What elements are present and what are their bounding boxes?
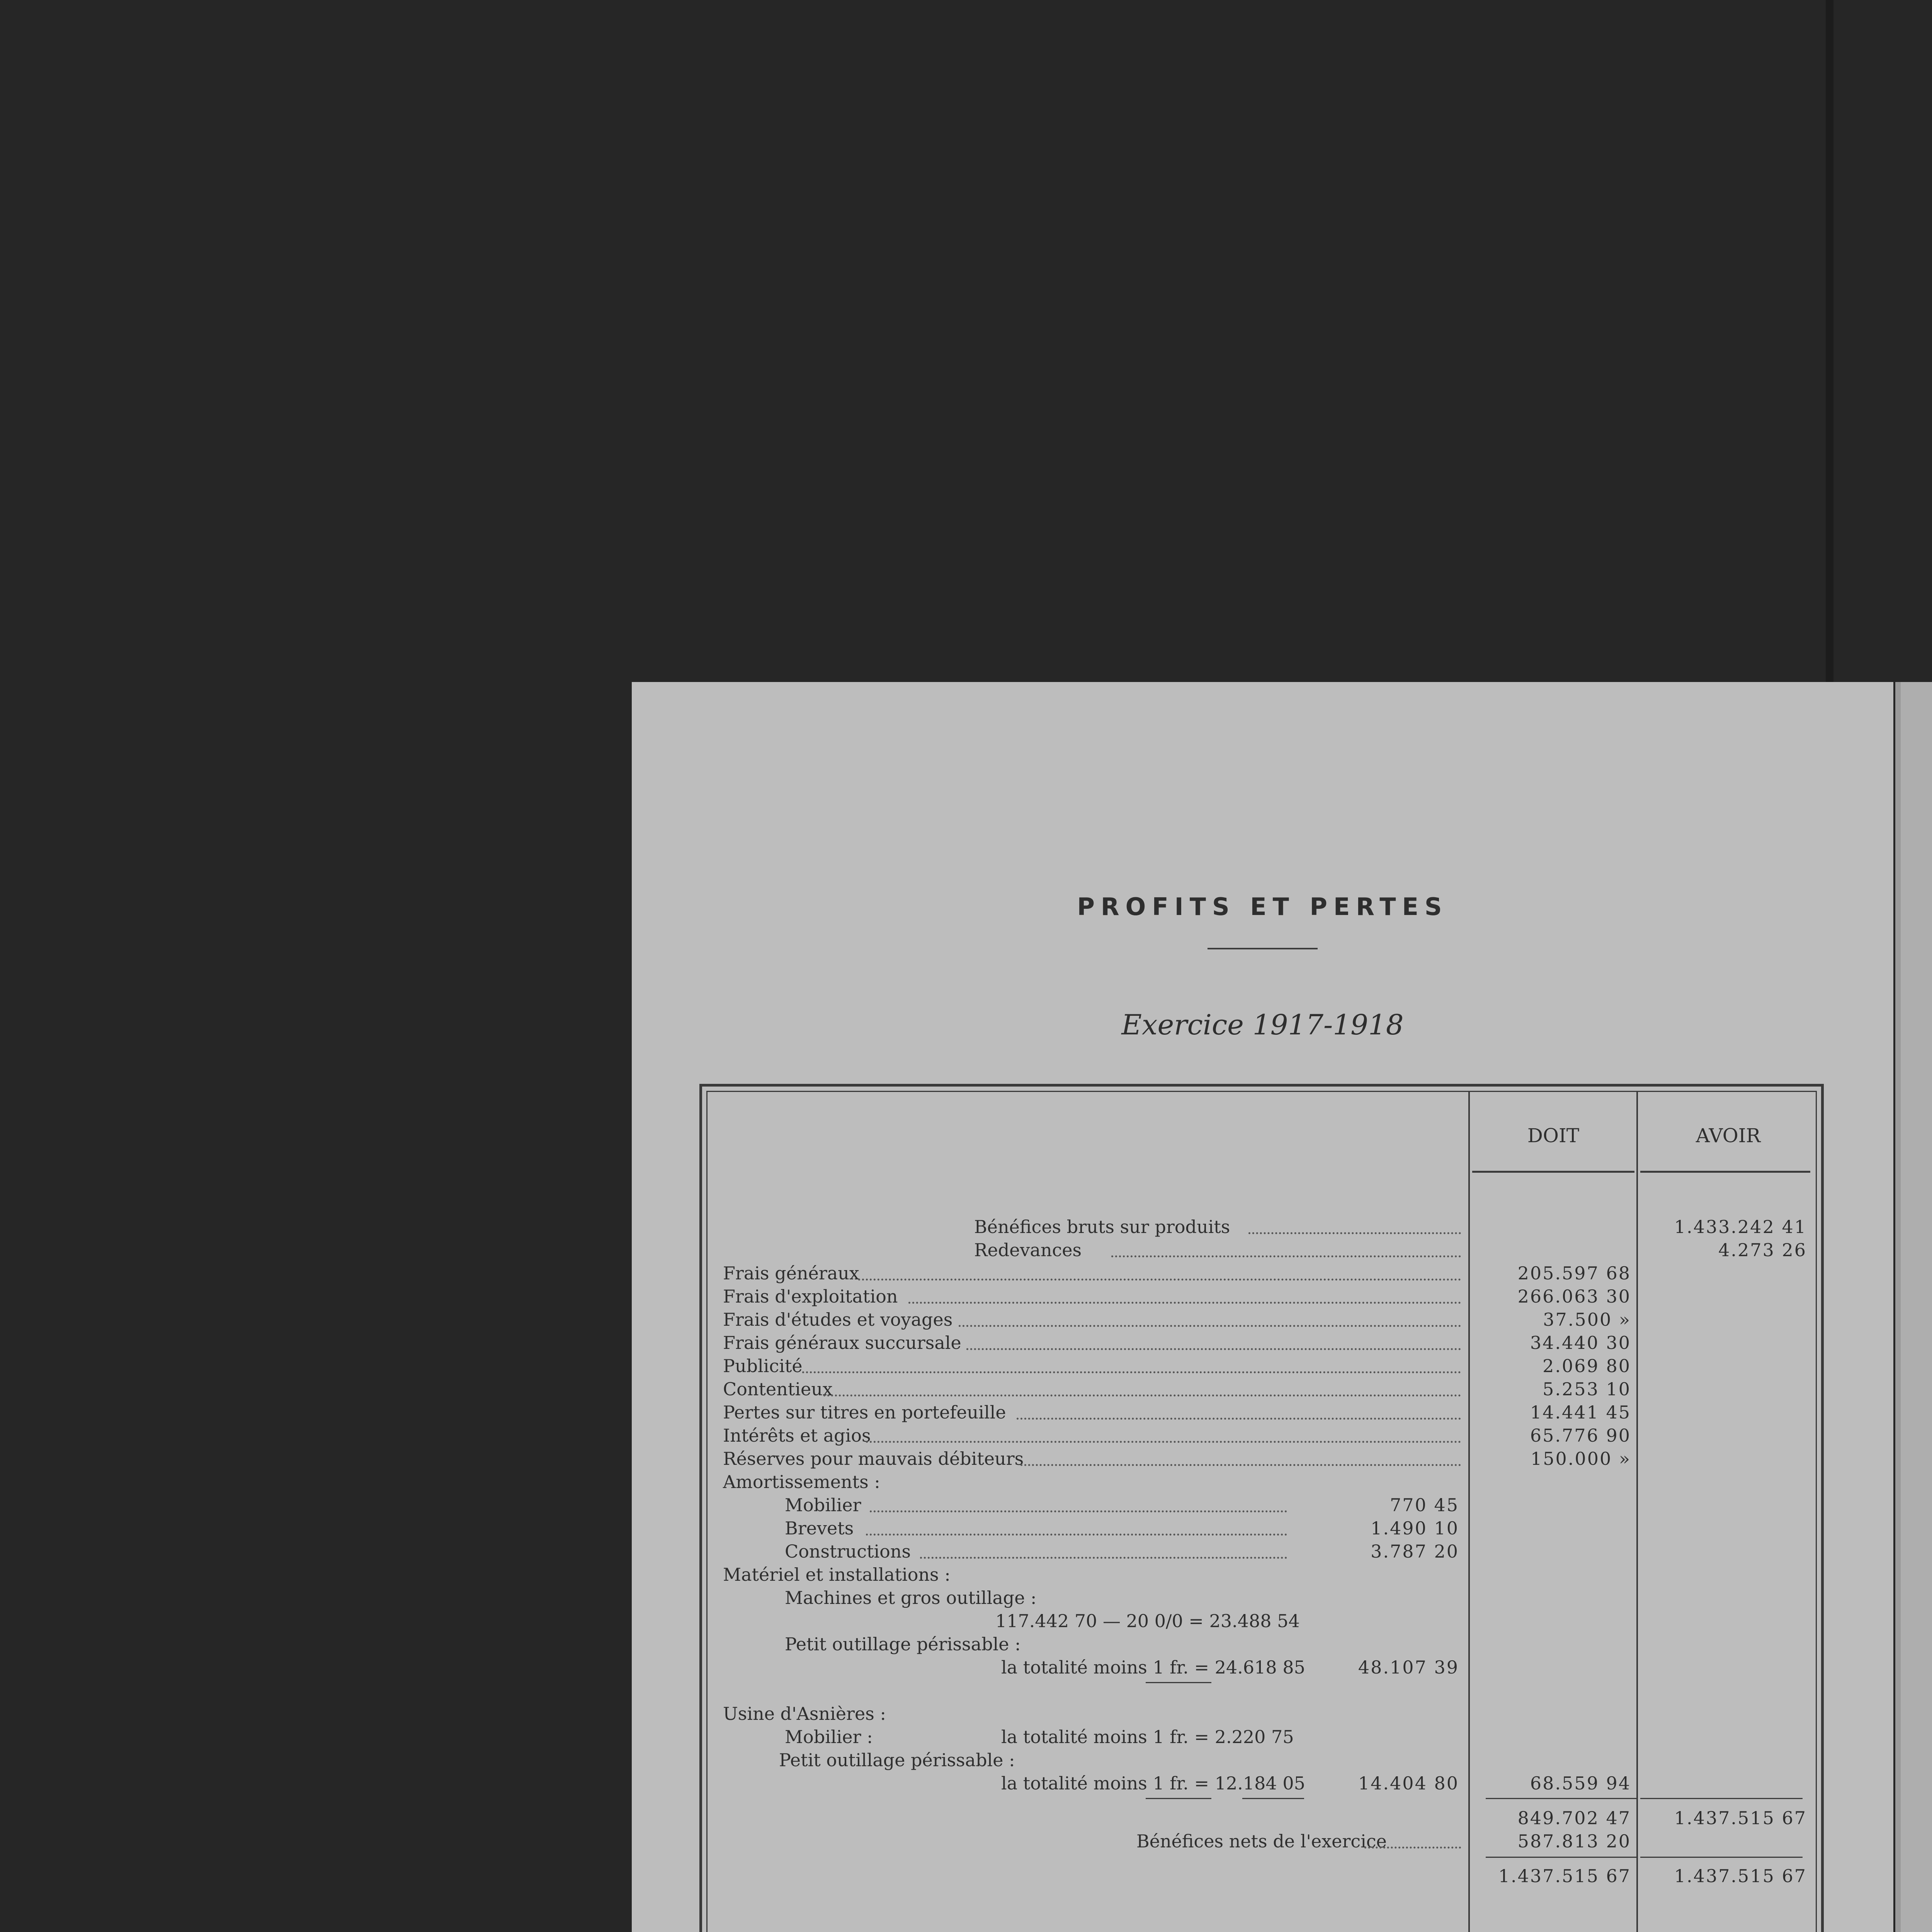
subtotal-rule [1486,1798,1636,1799]
sub-amount: 48.107 39 [1358,1657,1459,1678]
row-label: Brevets [785,1518,854,1539]
underline-rule [1146,1798,1211,1799]
leader-dots [1017,1401,1461,1420]
row-label: Mobilier [785,1495,861,1515]
row-label: Machines et gros outillage : [785,1587,1037,1608]
avoir-amount: 1.433.242 41 [1674,1216,1807,1237]
doit-header: DOIT [1527,1124,1580,1147]
doit-amount: 37.500 » [1543,1309,1631,1330]
row-label: Amortissements : [723,1471,880,1492]
doit-amount: 587.813 20 [1517,1831,1631,1852]
row-label: Redevances [974,1240,1082,1260]
row-label: Petit outillage périssable : [779,1750,1015,1770]
sub-amount: 3.787 20 [1371,1541,1459,1562]
underline-rule [1242,1798,1304,1799]
doit-amount: 150.000 » [1531,1448,1631,1469]
doit-amount: 65.776 90 [1530,1425,1631,1446]
avoir-column-divider [1636,1092,1638,1932]
row-label: Réserves pour mauvais débiteurs [723,1448,1024,1469]
row-label: Constructions [785,1541,911,1562]
row-label: Frais d'études et voyages [723,1309,953,1330]
page-title: PROFITS ET PERTES [1077,893,1448,921]
calc-text: la totalité moins 1 fr. = 24.618 85 [1001,1657,1305,1678]
calc-text: 117.442 70 — 20 0/0 = 23.488 54 [995,1611,1300,1631]
row-label: Pertes sur titres en portefeuille [723,1402,1006,1423]
leader-dots [920,1540,1287,1559]
row-label: Mobilier : [785,1726,873,1747]
leader-dots [959,1308,1461,1327]
doit-header-rule [1472,1171,1634,1173]
title-rule [1208,948,1318,949]
doit-amount: 266.063 30 [1517,1286,1631,1307]
row-label: Bénéfices nets de l'exercice [1136,1831,1387,1852]
row-label: Intérêts et agios [723,1425,871,1446]
sub-amount: 14.404 80 [1358,1773,1459,1794]
doit-total: 1.437.515 67 [1498,1866,1631,1886]
row-label: Publicité [723,1355,803,1376]
calc-text: la totalité moins 1 fr. = 12.184 05 [1001,1773,1305,1794]
avoir-header: AVOIR [1696,1124,1761,1147]
doit-amount: 34.440 30 [1530,1332,1631,1353]
row-label: Contentieux [723,1379,833,1400]
calc-text: la totalité moins 1 fr. = 2.220 75 [1001,1726,1294,1747]
total-rule [1640,1857,1803,1858]
row-label: Usine d'Asnières : [723,1703,886,1724]
leader-dots [870,1493,1287,1512]
underline-rule [1146,1682,1211,1683]
doit-amount: 68.559 94 [1530,1773,1631,1794]
page-subtitle: Exercice 1917-1918 [1121,1009,1404,1041]
avoir-amount: 4.273 26 [1718,1240,1807,1260]
leader-dots [802,1354,1461,1373]
avoir-header-rule [1640,1171,1810,1173]
row-label: Frais généraux [723,1263,859,1284]
next-page-edge [1895,682,1932,1932]
subtotal-rule [1640,1798,1803,1799]
total-rule [1486,1857,1636,1858]
leader-dots [966,1331,1461,1350]
leader-dots [908,1285,1461,1304]
avoir-subtotal: 1.437.515 67 [1674,1808,1807,1828]
leader-dots [1248,1215,1461,1234]
doit-amount: 14.441 45 [1530,1402,1631,1423]
row-label: Matériel et installations : [723,1564,951,1585]
row-label: Frais généraux succursale [723,1332,961,1353]
document-page [632,682,1893,1932]
doit-amount: 5.253 10 [1543,1379,1631,1400]
leader-dots [823,1378,1461,1396]
doit-amount: 2.069 80 [1543,1355,1631,1376]
row-label: Frais d'exploitation [723,1286,898,1307]
leader-dots [1020,1447,1461,1466]
doit-amount: 205.597 68 [1517,1263,1631,1284]
row-label: Petit outillage périssable : [785,1634,1021,1655]
leader-dots [1111,1238,1461,1257]
sub-amount: 770 45 [1390,1495,1459,1515]
doit-subtotal: 849.702 47 [1517,1808,1631,1828]
doit-column-divider [1468,1092,1470,1932]
avoir-total: 1.437.515 67 [1674,1866,1807,1886]
leader-dots [1364,1830,1461,1849]
leader-dots [866,1517,1287,1536]
leader-dots [866,1424,1461,1443]
leader-dots [858,1262,1461,1281]
sub-amount: 1.490 10 [1371,1518,1459,1539]
row-label: Bénéfices bruts sur produits [974,1216,1230,1237]
